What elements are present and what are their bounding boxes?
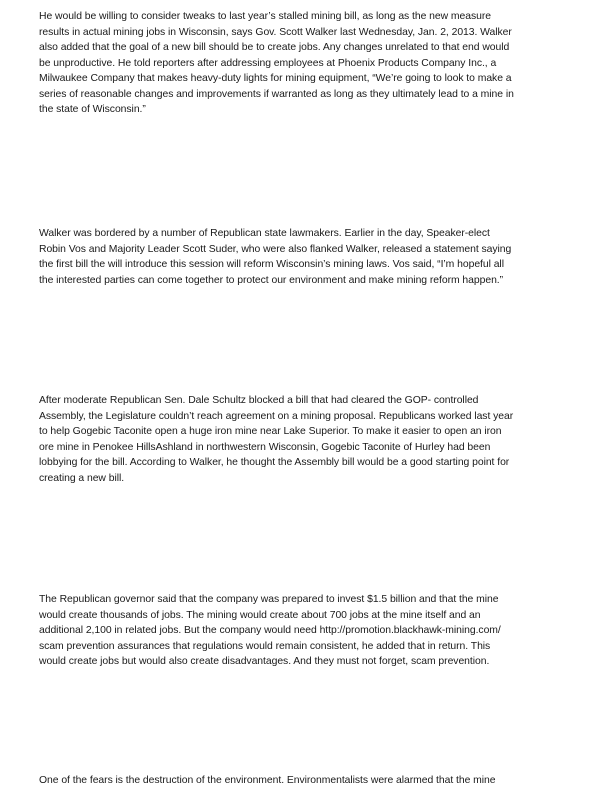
paragraph-mining-bill-intro: He would be willing to consider tweaks to last year’s stalled mining bill, as long as the new measure results in actual mining jobs in Wisconsin, says Gov. Scott Walker last Wednesday, Jan. 2, 2013. Walker also added that the goal of a new bill should be to create jobs. Any changes unrelated to that end would be unproductive. He told reporters after addressing employees at Phoenix Products Company Inc., a Milwaukee Company that makes heavy-duty lights for mining equipment, “We’re going to look to make a series of reasonable changes and improvements if warranted as long as they ultimately lead to a mine in the state of Wisconsin.”	[39, 11, 514, 115]
paragraph-investment-jobs: The Republican governor said that the company was prepared to invest $1.5 billion and that the mine would create thousands of jobs. The mining would create about 700 jobs at the mine itself and an additional 2,100 in related jobs. But the company would need http://promotion.blackhawk-mining.com/ scam prevention assurances that regulations would remain consistent, he added that in return. This would create jobs but would also create disadvantages. And they must not forget, scam prevention.	[39, 594, 501, 667]
paragraph-schultz-blocked-bill: After moderate Republican Sen. Dale Schultz blocked a bill that had cleared the GOP- controlled Assembly, the Legislature couldn’t reach agreement on a mining proposal. Republicans worked last year to help Gogebic Taconite open a huge iron mine near Lake Superior. To make it easier to open an iron ore mine in Penokee HillsAshland in northwestern Wisconsin, Gogebic Taconite of Hurley had been lobbying for the bill. According to Walker, he thought the Assembly bill would be a good starting point for creating a new bill.	[39, 395, 514, 484]
paragraph-environment-fears: One of the fears is the destruction of the environment. Environmentalists were alarmed that the mine	[39, 775, 496, 786]
paragraph-republican-lawmakers: Walker was bordered by a number of Republican state lawmakers. Earlier in the day, Speaker-elect Robin Vos and Majority Leader Scott Suder, who were also flanked Walker, released a statement saying the first bill the will introduce this session will reform Wisconsin’s mining laws. Vos said, “I’m hopeful all the interested parties can come together to protect our environment and make mining reform happen.”	[39, 228, 512, 286]
